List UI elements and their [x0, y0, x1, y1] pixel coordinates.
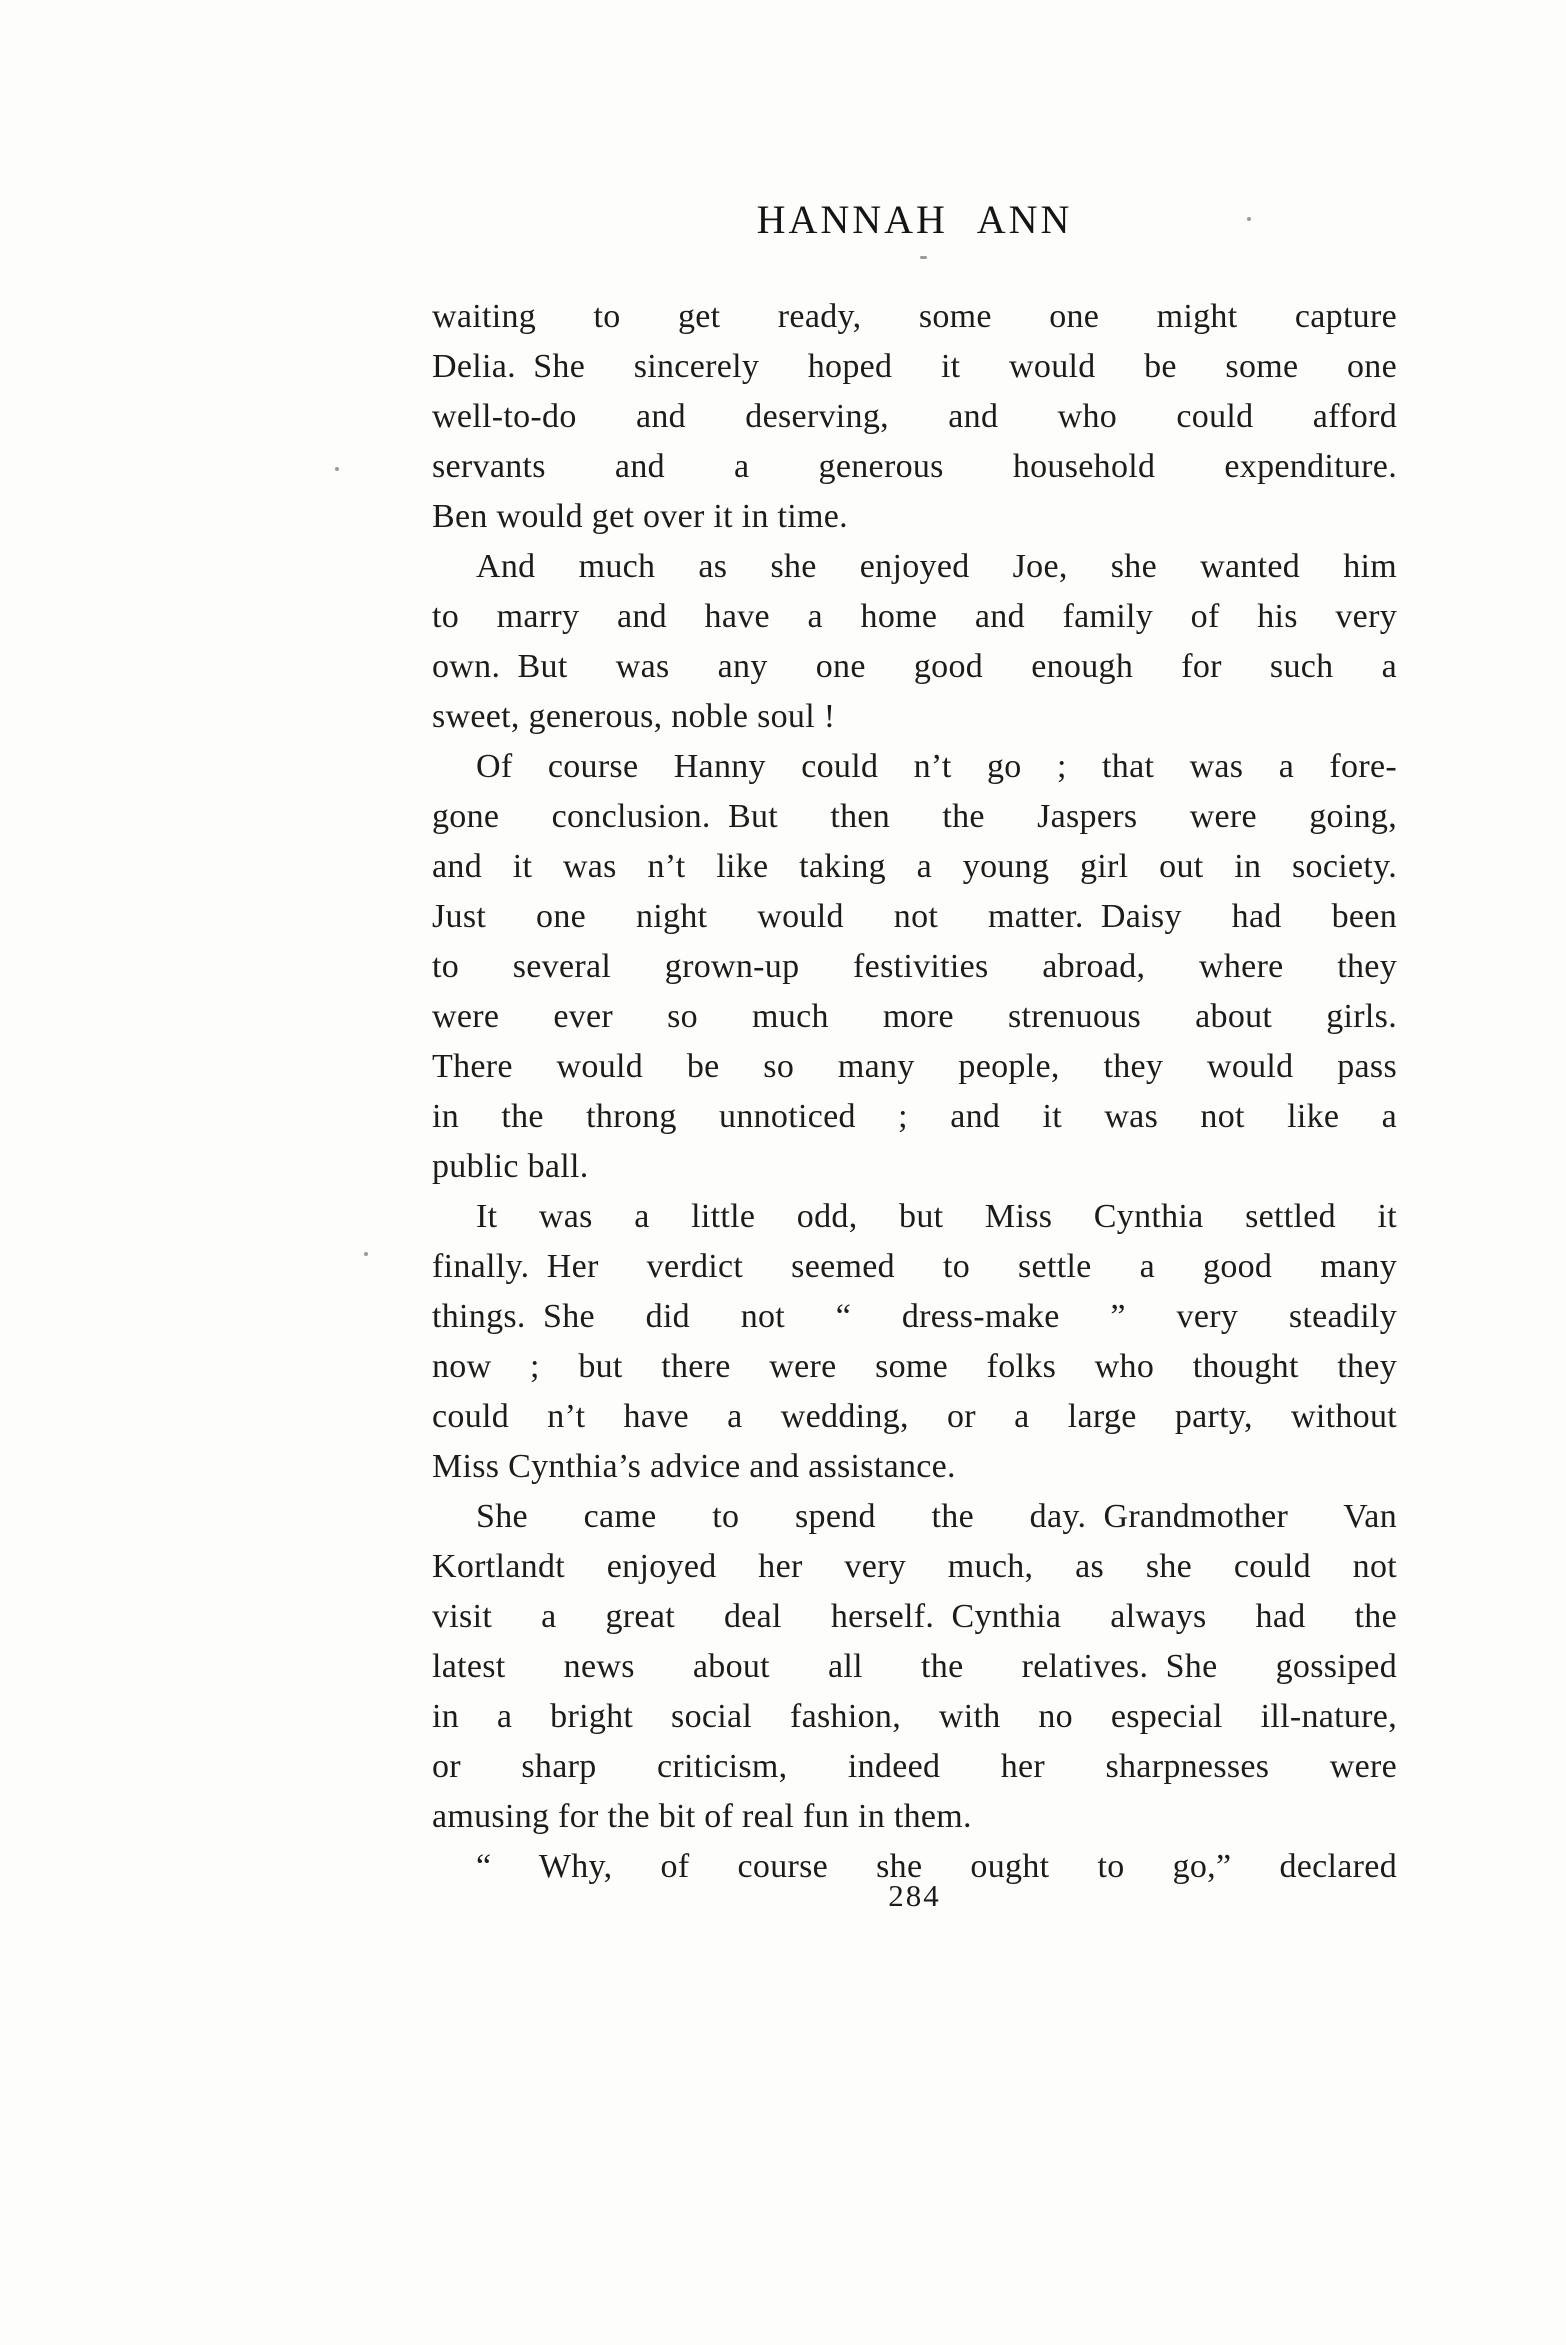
text-line: in the throng unnoticed ; and it was not like a — [432, 1098, 1397, 1135]
text-line: “ Why, of course she ought to go,” declared — [476, 1848, 1397, 1885]
running-header: HANNAH ANN — [756, 197, 1073, 242]
text-line: She came to spend the day. Grandmother Van — [476, 1498, 1397, 1535]
scan-speck — [335, 467, 339, 471]
text-line: and it was n’t like taking a young girl out in society. — [432, 848, 1397, 885]
scan-speck — [1247, 217, 1251, 221]
text-line: own. But was any one good enough for such a — [432, 648, 1397, 685]
text-line: waiting to get ready, some one might capture — [432, 298, 1397, 335]
text-line: were ever so much more strenuous about girls. — [432, 998, 1397, 1035]
text-line: Just one night would not matter. Daisy had been — [432, 898, 1397, 935]
text-line: or sharp criticism, indeed her sharpnesses were — [432, 1748, 1397, 1785]
text-line: It was a little odd, but Miss Cynthia settled it — [476, 1198, 1397, 1235]
text-line: finally. Her verdict seemed to settle a good many — [432, 1248, 1397, 1285]
text-line: to marry and have a home and family of his very — [432, 598, 1397, 635]
text-line: There would be so many people, they would pass — [432, 1048, 1397, 1085]
text-line: gone conclusion. But then the Jaspers were going, — [432, 798, 1397, 835]
text-line: could n’t have a wedding, or a large party, without — [432, 1398, 1397, 1435]
text-line: to several grown-up festivities abroad, where they — [432, 948, 1397, 985]
text-line: in a bright social fashion, with no especial ill-nature, — [432, 1698, 1397, 1735]
text-line: public ball. — [432, 1148, 589, 1185]
page-number: 284 — [888, 1878, 941, 1913]
text-line: Of course Hanny could n’t go ; that was a fore- — [476, 748, 1397, 785]
text-line: now ; but there were some folks who thought they — [432, 1348, 1397, 1385]
text-line: Ben would get over it in time. — [432, 498, 848, 535]
body-text — [432, 292, 1397, 1892]
scan-speck — [920, 256, 927, 259]
text-line: Delia. She sincerely hoped it would be some one — [432, 348, 1397, 385]
text-line: latest news about all the relatives. She gossiped — [432, 1648, 1397, 1685]
text-line: sweet, generous, noble soul ! — [432, 698, 836, 735]
text-line: servants and a generous household expenditure. — [432, 448, 1397, 485]
text-line: things. She did not “ dress-make ” very steadily — [432, 1298, 1397, 1335]
scan-speck — [364, 1252, 368, 1256]
text-line: Miss Cynthia’s advice and assistance. — [432, 1448, 956, 1485]
text-line: well-to-do and deserving, and who could afford — [432, 398, 1397, 435]
text-line: visit a great deal herself. Cynthia always had the — [432, 1598, 1397, 1635]
text-line: Kortlandt enjoyed her very much, as she could not — [432, 1548, 1397, 1585]
text-line: amusing for the bit of real fun in them. — [432, 1798, 972, 1835]
text-line: And much as she enjoyed Joe, she wanted him — [476, 548, 1397, 585]
